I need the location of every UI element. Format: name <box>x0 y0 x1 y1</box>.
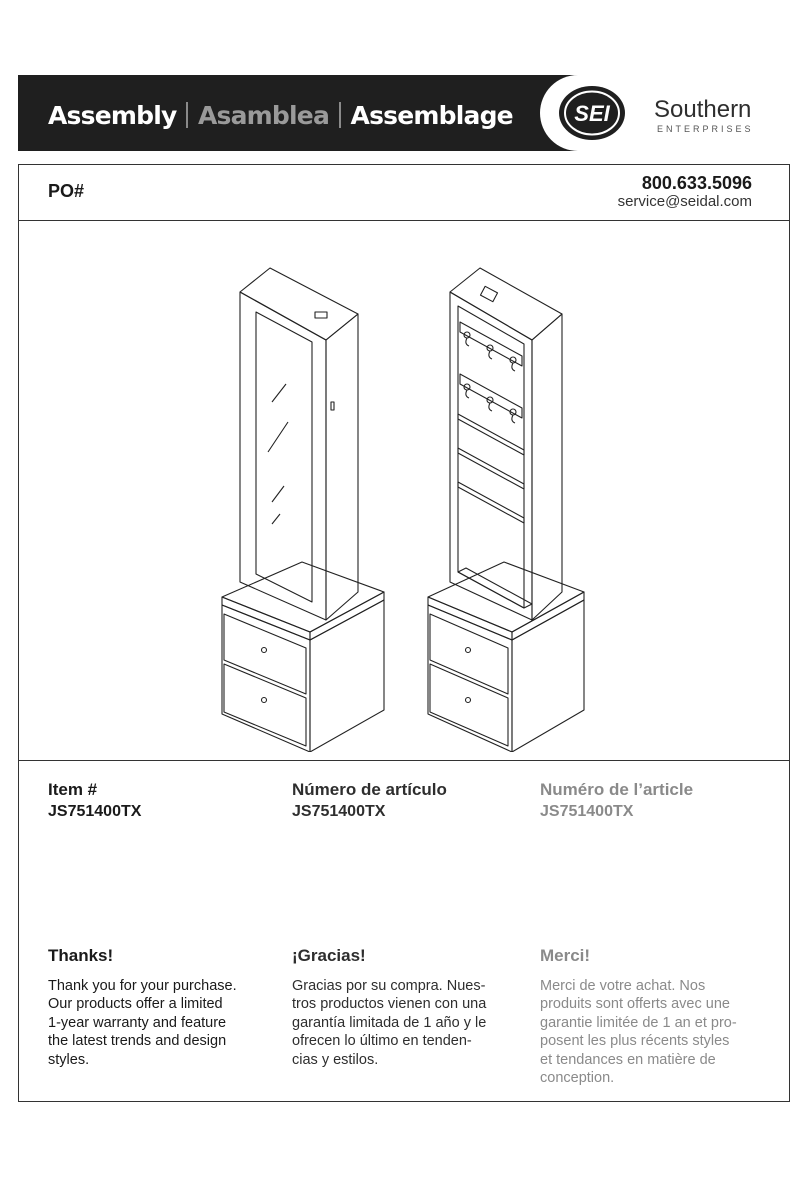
thanks-line: tros productos vienen con una <box>292 996 487 1013</box>
item-code: JS751400TX <box>292 803 386 820</box>
thanks-line: styles. <box>48 1051 90 1068</box>
thanks-heading: Merci! <box>540 946 591 965</box>
thanks-column-french <box>540 945 765 1087</box>
title-french: Assemblage <box>350 100 513 130</box>
title-spanish: Asamblea <box>197 100 330 130</box>
thanks-line: the latest trends and design <box>48 1033 227 1050</box>
thanks-line: Merci de votre achat. Nos <box>540 978 706 994</box>
item-label: Número de artículo <box>292 780 447 799</box>
item-column-english <box>48 779 273 823</box>
thanks-line: garantía limitada de 1 año y le <box>292 1014 487 1031</box>
thanks-body <box>292 977 517 1069</box>
thanks-line: et tendances en matière de <box>540 1051 716 1068</box>
closed-armoire-illustration <box>222 268 384 752</box>
thanks-line: Our products offer a limited <box>48 996 223 1013</box>
thanks-body <box>540 977 765 1087</box>
thanks-line: conception. <box>540 1070 615 1087</box>
thanks-heading: ¡Gracias! <box>292 946 366 965</box>
brand-subtitle: ENTERPRISES <box>657 124 754 134</box>
thanks-column-english <box>48 945 273 1069</box>
title-separator <box>186 102 188 128</box>
thanks-line: ofrecen lo último en tenden- <box>292 1033 472 1050</box>
jewelry-armoire-drawing-icon <box>200 262 600 752</box>
title-english: Assembly <box>48 100 177 130</box>
thanks-line: 1-year warranty and feature <box>48 1014 227 1031</box>
thanks-line: Thank you for your purchase. <box>48 978 237 994</box>
open-armoire-illustration <box>428 268 584 752</box>
item-label: Item # <box>48 780 98 799</box>
thanks-body <box>48 977 273 1069</box>
po-label: PO# <box>48 181 85 201</box>
sei-logo-badge-icon <box>557 84 627 142</box>
thanks-line: garantie limitée de 1 an et pro- <box>540 1014 737 1031</box>
email-address: service@seidal.com <box>617 193 752 210</box>
thanks-line: Gracias por su compra. Nues- <box>292 978 486 994</box>
divider-top <box>18 220 790 221</box>
brand-name: Southern <box>654 96 752 123</box>
thanks-heading: Thanks! <box>48 946 114 965</box>
item-code: JS751400TX <box>48 803 142 820</box>
item-column-french <box>540 779 765 823</box>
thanks-line: produits sont offerts avec une <box>540 996 730 1013</box>
thanks-line: posent les plus récents styles <box>540 1033 730 1050</box>
phone-number: 800.633.5096 <box>641 173 752 193</box>
page-title <box>48 97 513 133</box>
thanks-column-spanish <box>292 945 517 1069</box>
sei-logo-text: SEI <box>574 101 610 126</box>
divider-bottom <box>18 760 790 761</box>
thanks-line: cias y estilos. <box>292 1051 379 1068</box>
title-separator <box>339 102 341 128</box>
item-column-spanish <box>292 779 517 823</box>
item-label: Numéro de l’article <box>540 780 694 799</box>
item-code: JS751400TX <box>540 803 634 820</box>
